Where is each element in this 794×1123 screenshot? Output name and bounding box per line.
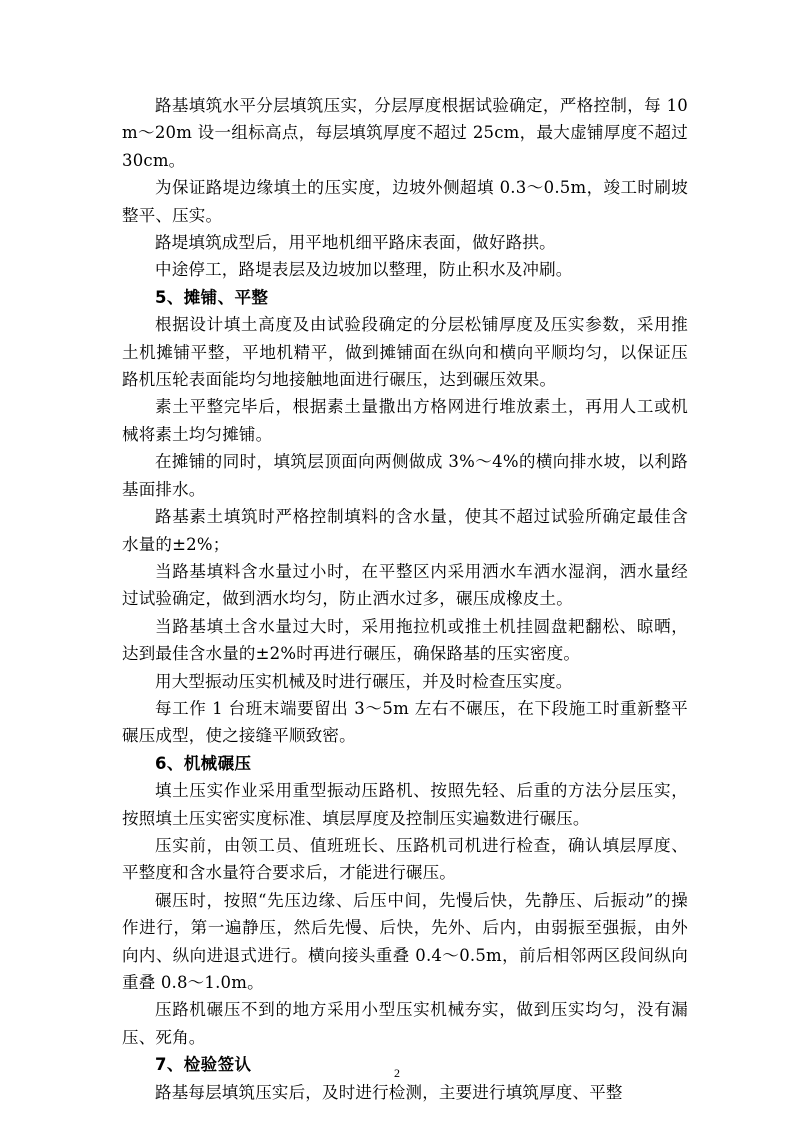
paragraph-rolling-sequence: 碾压时，按照“先压边缘、后压中间，先慢后快，先静压、后振动”的操作进行，第一遍静压，然后先慢、后快，先外、后内，由弱振至强振，由外向内、纵向进退式进行。横向接头重叠 0.4～0.5m，前后相邻两区段间纵向重叠 0.8～1.0m。 [122,890,688,992]
paragraph-rolling-method: 填土压实作业采用重型振动压路机、按照先轻、后重的方法分层压实，按照填土压实密实度标准、填层厚度及控制压实遍数进行碾压。 [122,781,688,828]
paragraph-spreading-method: 根据设计填土高度及由试验段确定的分层松铺厚度及压实参数，采用推土机摊铺平整，平地机精平，做到摊铺面在纵向和横向平顺均匀，以保证压路机压轮表面能均匀地接触地面进行碾压，达到碾压效果。 [122,315,688,390]
section-heading-inspection: 7、检验签认 [155,1055,252,1075]
paragraph-grader-finish: 路堤填筑成型后，用平地机细平路床表面，做好路拱。 [155,233,556,253]
document-body [122,92,688,1106]
paragraph-layering: 路基填筑水平分层填筑压实，分层厚度根据试验确定，严格控制，每 10m～20m 设一组标高点，每层填筑厚度不超过 25cm，最大虚铺厚度不超过 30cm。 [122,96,688,170]
paragraph-moisture-low: 当路基填料含水量过小时，在平整区内采用洒水车洒水湿润，洒水量经过试验确定，做到洒水均匀，防止洒水过多，碾压成橡皮土。 [122,561,688,609]
paragraph-moisture-high: 当路基填土含水量过大时，采用拖拉机或推土机挂圆盘耙翻松、晾晒，达到最佳含水量的±2%时再进行碾压，确保路基的压实密度。 [122,616,688,664]
paragraph-drainage-slope: 在摊铺的同时，填筑层顶面向两侧做成 3%～4%的横向排水坡，以利路基面排水。 [122,452,688,499]
paragraph-pre-inspection: 压实前，由领工员、值班班长、压路机司机进行检查，确认填层厚度、平整度和含水量符合要求后，才能进行碾压。 [122,835,688,883]
section-heading-spreading: 5、摊铺、平整 [155,287,269,307]
paragraph-soil-grid: 素土平整完毕后，根据素土量撒出方格网进行堆放素土，再用人工或机械将素土均匀摊铺。 [122,397,688,444]
paragraph-moisture-control: 路基素土填筑时严格控制填料的含水量，使其不超过试验所确定最佳含水量的±2%； [122,507,688,554]
section-heading-rolling: 6、机械碾压 [155,753,252,773]
paragraph-joint-section: 每工作 1 台班末端要留出 3～5m 左右不碾压，在下段施工时重新整平碾压成型，使之接缝平顺致密。 [122,698,688,746]
page-number: 2 [394,1066,400,1080]
paragraph-small-compactor: 压路机碾压不到的地方采用小型压实机械夯实，做到压实均匀，没有漏压、死角。 [122,1000,688,1047]
paragraph-edge-compaction: 为保证路堤边缘填土的压实度，边坡外侧超填 0.3～0.5m，竣工时刷坡整平、压实。 [122,178,688,225]
paragraph-vibratory-compaction: 用大型振动压实机械及时进行碾压，并及时检查压实度。 [155,671,573,691]
paragraph-layer-testing: 路基每层填筑压实后，及时进行检测，主要进行填筑厚度、平整 [155,1082,623,1102]
paragraph-work-stoppage: 中途停工，路堤表层及边坡加以整理，防止积水及冲刷。 [155,260,573,280]
